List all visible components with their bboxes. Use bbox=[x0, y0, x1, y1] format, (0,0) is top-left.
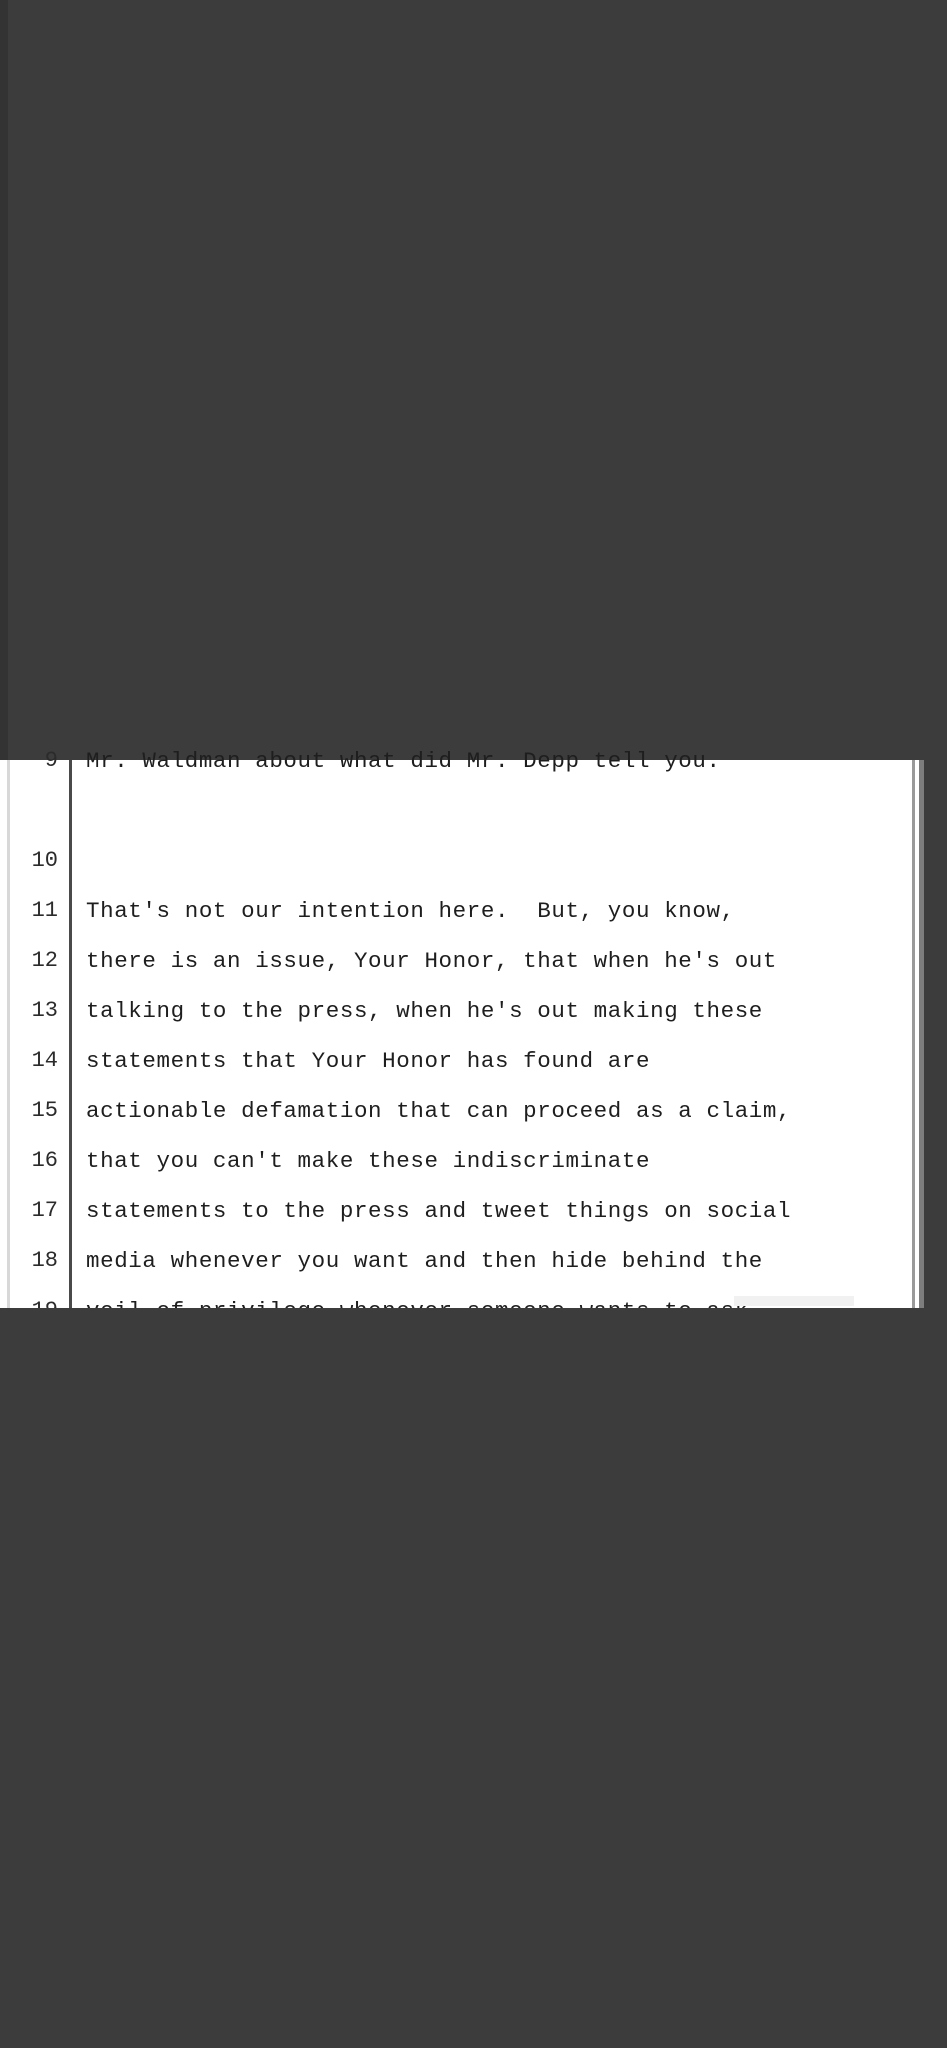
page-right-edge bbox=[912, 760, 915, 1308]
line-number: 9 bbox=[44, 748, 58, 773]
line-number: 16 bbox=[31, 1148, 58, 1173]
line-number: 15 bbox=[31, 1098, 58, 1123]
line-number: 13 bbox=[31, 998, 58, 1023]
line-text: actionable defamation that can proceed as a claim, bbox=[86, 1098, 792, 1124]
line-text: statements that Your Honor has found are bbox=[86, 1048, 651, 1074]
transcript-line bbox=[0, 748, 924, 786]
line-number: 17 bbox=[31, 1198, 58, 1223]
viewer-backdrop-bottom bbox=[0, 1308, 947, 2048]
line-number: 14 bbox=[31, 1048, 58, 1073]
page-right-edge-outer bbox=[919, 760, 924, 1308]
line-text: media whenever you want and then hide behind the bbox=[86, 1248, 763, 1274]
transcript-lines bbox=[0, 748, 924, 1286]
transcript-line bbox=[0, 1236, 924, 1286]
line-text: talking to the press, when he's out making these bbox=[86, 998, 763, 1024]
line-number: 11 bbox=[31, 898, 58, 923]
line-text: Mr. Waldman about what did Mr. Depp tell you. bbox=[86, 748, 721, 774]
line-number: 12 bbox=[31, 948, 58, 973]
line-text: That's not our intention here. But, you know, bbox=[86, 898, 735, 924]
line-text: there is an issue, Your Honor, that when he's out bbox=[86, 948, 778, 974]
page-bottom-highlight bbox=[734, 1296, 854, 1306]
line-text: that you can't make these indiscriminate bbox=[86, 1148, 651, 1174]
transcript-page[interactable] bbox=[0, 748, 924, 1308]
line-number: 18 bbox=[31, 1248, 58, 1273]
line-number: 10 bbox=[31, 848, 58, 873]
line-text: statements to the press and tweet things on social bbox=[86, 1198, 792, 1224]
